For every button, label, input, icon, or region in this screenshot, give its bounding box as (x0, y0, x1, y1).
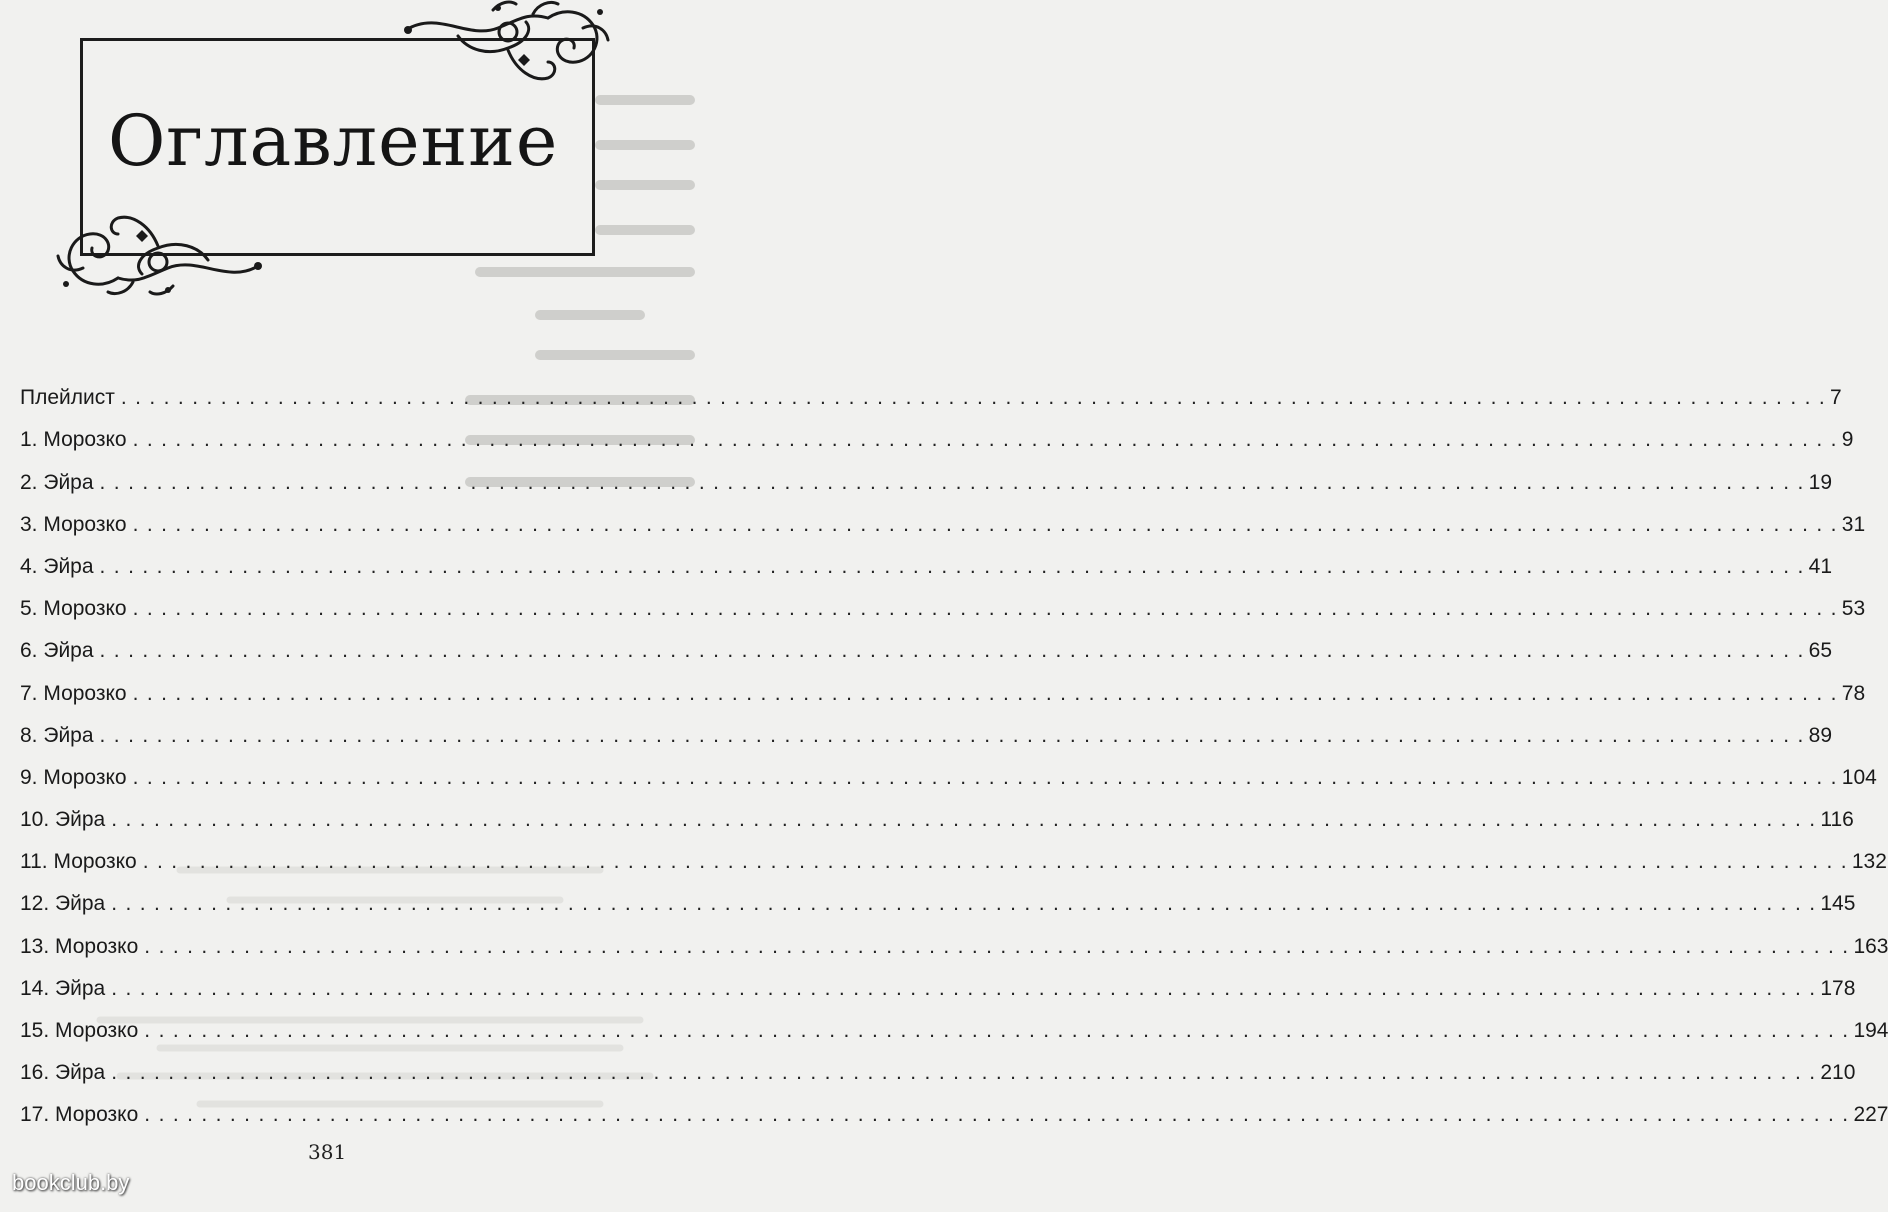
toc-entry-page: 41 (1808, 554, 1833, 578)
toc-entry-title: 14. Эйра (20, 976, 106, 1000)
toc-entry-page: 9 (1841, 428, 1854, 452)
toc-entry (20, 959, 1856, 1001)
toc-entry-page: 163 (1853, 934, 1888, 958)
toc-entry-page: 53 (1841, 597, 1866, 621)
flourish-bottom-left-ornament (58, 196, 268, 302)
toc-entry (20, 874, 1856, 916)
toc-entry-title: 1. Морозко (20, 428, 127, 452)
toc-entry (20, 790, 1854, 832)
dot-leader: . . . . . . . . . . . . . . . . . . . . . . . . . . . . . . . . . . . . . . . . . . . . . . . . . . . . . . . . . . . . . . . . . . . . . . . . . . . . . . . . . . . . . . . . . . . . . . . . . . . . . . . . . . . . . . . . . . . . . . . . (132, 681, 1838, 705)
dot-leader: . . . . . . . . . . . . . . . . . . . . . . . . . . . . . . . . . . . . . . . . . . . . . . . . . . . . . . . . . . . . . . . . . . . . . . . . . . . . . . . . . . . . . . . . . . . . . . . . . . . . . . . . . . . . . . . . . . . . . . . . (111, 892, 1817, 916)
dot-leader: . . . . . . . . . . . . . . . . . . . . . . . . . . . . . . . . . . . . . . . . . . . . . . . . . . . . . . . . . . . . . . . . . . . . . . . . . . . . . . . . . . . . . . . . . . . . . . . . . . . . . . . . . . . . . . . . . . . . . . . . (142, 850, 1848, 874)
toc-entry-page: 210 (1820, 1061, 1856, 1085)
page-title: Оглавление (108, 100, 559, 182)
toc-entry (20, 495, 1866, 537)
toc-entry (20, 452, 1833, 494)
toc-entry-page: 89 (1808, 723, 1833, 747)
toc-entry-page: 104 (1841, 765, 1877, 789)
toc-entry-page: 78 (1841, 681, 1866, 705)
toc-entry (20, 368, 1842, 410)
toc-entry-title: 15. Морозко (20, 1019, 139, 1042)
toc-entry-title: 2. Эйра (20, 470, 94, 494)
table-of-contents (20, 368, 1888, 1127)
toc-entry-title: 4. Эйра (20, 554, 94, 578)
watermark: bookclub.by (12, 1170, 130, 1195)
toc-entry-title: 13. Морозко (20, 934, 139, 958)
toc-entry (20, 621, 1833, 663)
toc-entry (20, 1085, 1888, 1127)
toc-entry-page: 31 (1841, 512, 1866, 536)
page-number: 381 (308, 1140, 347, 1164)
toc-entry-title: 9. Морозко (20, 765, 127, 789)
dot-leader: . . . . . . . . . . . . . . . . . . . . . . . . . . . . . . . . . . . . . . . . . . . . . . . . . . . . . . . . . . . . . . . . . . . . . . . . . . . . . . . . . . . . . . . . . . . . . . . . . . . . . . . . . . . . . . . . . . . . . . . . (111, 808, 1817, 832)
toc-entry-title: 17. Морозко (20, 1103, 139, 1127)
toc-entry (20, 410, 1854, 452)
toc-entry-title: 10. Эйра (20, 808, 106, 832)
toc-entry (20, 579, 1866, 621)
toc-entry-title: 11. Морозко (20, 850, 137, 874)
toc-entry-title: 12. Эйра (20, 892, 106, 916)
dot-leader: . . . . . . . . . . . . . . . . . . . . . . . . . . . . . . . . . . . . . . . . . . . . . . . . . . . . . . . . . . . . . . . . . . . . . . . . . . . . . . . . . . . . . . . . . . . . . . . . . . . . . . . . . . . . . . . . . . . . . . . . (132, 765, 1838, 789)
toc-entry (20, 832, 1887, 874)
toc-entry-title: 8. Эйра (20, 723, 94, 747)
toc-entry (20, 1001, 1888, 1043)
dot-leader: . . . . . . . . . . . . . . . . . . . . . . . . . . . . . . . . . . . . . . . . . . . . . . . . . . . . . . . . . . . . . . . . . . . . . . . . . . . . . . . . . . . . . . . . . . . . . . . . . . . . . . . . . . . . . . . . . . . . . . . . (111, 1061, 1817, 1085)
toc-entry (20, 663, 1866, 705)
toc-entry (20, 916, 1888, 958)
dot-leader: . . . . . . . . . . . . . . . . . . . . . . . . . . . . . . . . . . . . . . . . . . . . . . . . . . . . . . . . . . . . . . . . . . . . . . . . . . . . . . . . . . . . . . . . . . . . . . . . . . . . . . . . . . . . . . . . . . . . . . . . (144, 1103, 1850, 1127)
toc-entry (20, 748, 1877, 790)
toc-entry-title: 16. Эйра (20, 1061, 106, 1085)
dot-leader: . . . . . . . . . . . . . . . . . . . . . . . . . . . . . . . . . . . . . . . . . . . . . . . . . . . . . . . . . . . . . . . . . . . . . . . . . . . . . . . . . . . . . . . . . . . . . . . . . . . . . . . . . . . . . . . . . . . . . . . . (132, 428, 1838, 452)
toc-entry (20, 706, 1833, 748)
toc-entry-page: 19 (1808, 470, 1833, 494)
dot-leader: . . . . . . . . . . . . . . . . . . . . . . . . . . . . . . . . . . . . . . . . . . . . . . . . . . . . . . . . . . . . . . . . . . . . . . . . . . . . . . . . . . . . . . . . . . . . . . . . . . . . . . . . . . . . . . . . . . . . . . . . (99, 639, 1805, 663)
toc-entry-title: 7. Морозко (20, 681, 127, 705)
toc-entry-page: 7 (1830, 386, 1842, 410)
toc-entry-page: 116 (1820, 808, 1854, 832)
dot-leader: . . . . . . . . . . . . . . . . . . . . . . . . . . . . . . . . . . . . . . . . . . . . . . . . . . . . . . . . . . . . . . . . . . . . . . . . . . . . . . . . . . . . . . . . . . . . . . . . . . . . . . . . . . . . . . . . . . . . . . . . (132, 512, 1838, 536)
toc-entry-title: 5. Морозко (20, 597, 127, 621)
toc-entry-page: 132 (1851, 850, 1887, 874)
flourish-top-right-ornament (398, 0, 613, 98)
dot-leader: . . . . . . . . . . . . . . . . . . . . . . . . . . . . . . . . . . . . . . . . . . . . . . . . . . . . . . . . . . . . . . . . . . . . . . . . . . . . . . . . . . . . . . . . . . . . . . . . . . . . . . . . . . . . . . . . . . . . . . . . (99, 723, 1805, 747)
dot-leader: . . . . . . . . . . . . . . . . . . . . . . . . . . . . . . . . . . . . . . . . . . . . . . . . . . . . . . . . . . . . . . . . . . . . . . . . . . . . . . . . . . . . . . . . . . . . . . . . . . . . . . . . . . . . . . . . . . . . . . . . (99, 470, 1805, 494)
dot-leader: . . . . . . . . . . . . . . . . . . . . . . . . . . . . . . . . . . . . . . . . . . . . . . . . . . . . . . . . . . . . . . . . . . . . . . . . . . . . . . . . . . . . . . . . . . . . . . . . . . . . . . . . . . . . . . . . . . . . . . . . (111, 976, 1817, 1000)
toc-entry-title: Плейлист (20, 386, 115, 410)
dot-leader: . . . . . . . . . . . . . . . . . . . . . . . . . . . . . . . . . . . . . . . . . . . . . . . . . . . . . . . . . . . . . . . . . . . . . . . . . . . . . . . . . . . . . . . . . . . . . . . . . . . . . . . . . . . . . . . . . . . . . . . . (132, 597, 1838, 621)
toc-entry-page: 227 (1853, 1103, 1888, 1127)
toc-entry-page: 194 (1853, 1019, 1888, 1042)
toc-entry-page: 178 (1820, 976, 1856, 1000)
dot-leader: . . . . . . . . . . . . . . . . . . . . . . . . . . . . . . . . . . . . . . . . . . . . . . . . . . . . . . . . . . . . . . . . . . . . . . . . . . . . . . . . . . . . . . . . . . . . . . . . . . . . . . . . . . . . . . . . . . . . . . . . (144, 934, 1850, 958)
toc-entry-page: 65 (1808, 639, 1833, 663)
dot-leader: . . . . . . . . . . . . . . . . . . . . . . . . . . . . . . . . . . . . . . . . . . . . . . . . . . . . . . . . . . . . . . . . . . . . . . . . . . . . . . . . . . . . . . . . . . . . . . . . . . . . . . . . . . . . . . . . . . . . . . . . (120, 386, 1826, 410)
toc-entry (20, 1043, 1856, 1085)
toc-entry-title: 3. Морозко (20, 512, 127, 536)
dot-leader: . . . . . . . . . . . . . . . . . . . . . . . . . . . . . . . . . . . . . . . . . . . . . . . . . . . . . . . . . . . . . . . . . . . . . . . . . . . . . . . . . . . . . . . . . . . . . . . . . . . . . . . . . . . . . . . . . . . . . . . . (144, 1019, 1850, 1042)
dot-leader: . . . . . . . . . . . . . . . . . . . . . . . . . . . . . . . . . . . . . . . . . . . . . . . . . . . . . . . . . . . . . . . . . . . . . . . . . . . . . . . . . . . . . . . . . . . . . . . . . . . . . . . . . . . . . . . . . . . . . . . . (99, 554, 1805, 578)
toc-entry-page: 145 (1820, 892, 1856, 916)
toc-entry-title: 6. Эйра (20, 639, 94, 663)
toc-entry (20, 537, 1833, 579)
